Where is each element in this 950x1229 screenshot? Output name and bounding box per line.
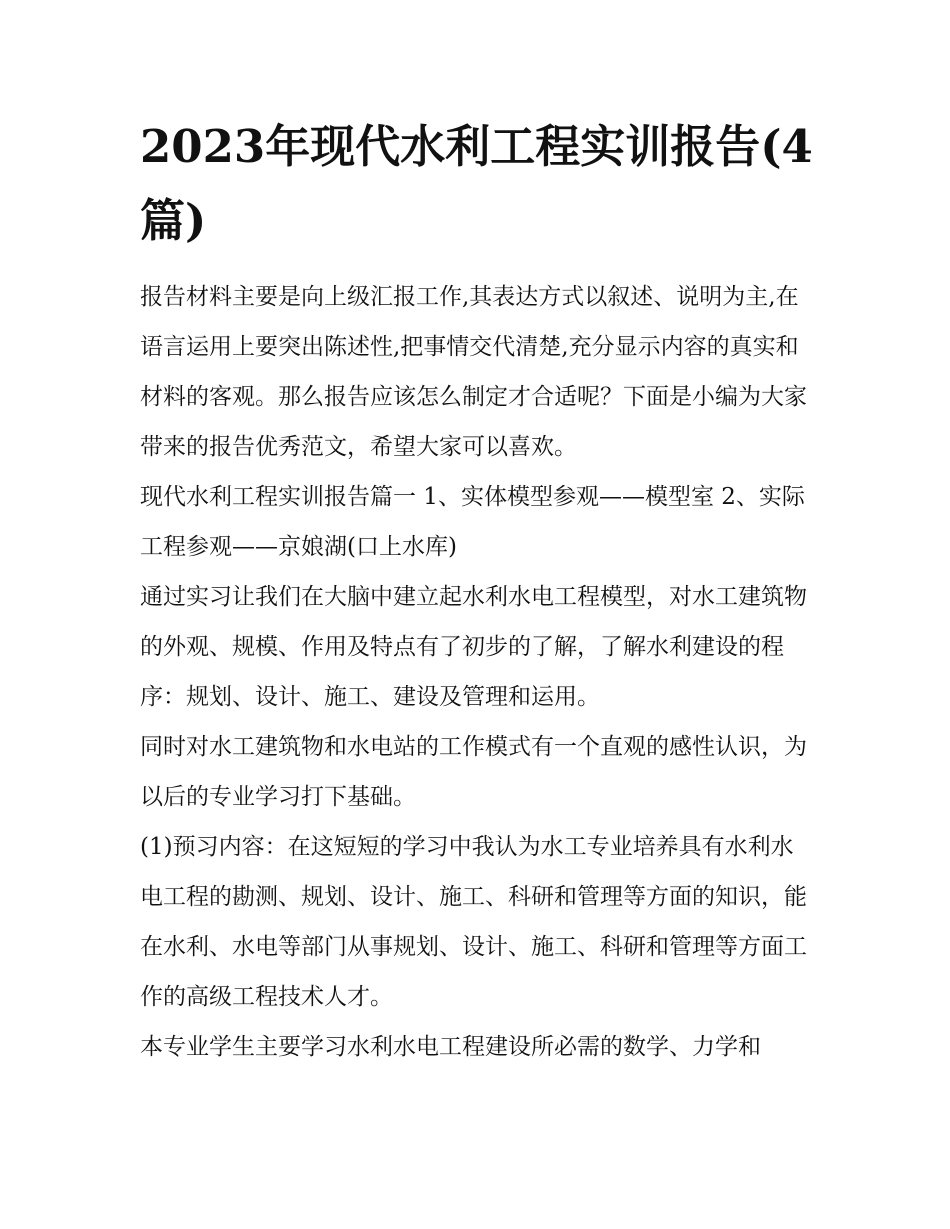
document-page xyxy=(140,110,816,1072)
paragraph-perception: 同时对水工建筑物和水电站的工作模式有一个直观的感性认识，为以后的专业学习打下基础。 xyxy=(140,734,807,810)
paragraph-intro: 报告材料主要是向上级汇报工作,其表达方式以叙述、说明为主,在语言运用上要突出陈述性,把事情交代清楚,充分显示内容的真实和材料的客观。那么报告应该怎么制定才合适呢？下面是小编为大家带来的报告优秀范文，希望大家可以喜欢。 xyxy=(140,284,807,460)
paragraph-purpose: 通过实习让我们在大脑中建立起水利水电工程模型，对水工建筑物的外观、规模、作用及特点有了初步的了解，了解水利建设的程序：规划、设计、施工、建设及管理和运用。 xyxy=(140,584,807,710)
paragraph-preview: (1)预习内容：在这短短的学习中我认为水工专业培养具有水利水电工程的勘测、规划、设计、施工、科研和管理等方面的知识，能在水利、水电等部门从事规划、设计、施工、科研和管理等方面工作的高级工程技术人才。 xyxy=(140,834,807,1010)
paragraph-section-one: 现代水利工程实训报告篇一 1、实体模型参观——模型室 2、实际工程参观——京娘湖(口上水库) xyxy=(140,484,805,560)
paragraph-curriculum: 本专业学生主要学习水利水电工程建设所必需的数学、力学和 xyxy=(140,1034,761,1060)
document-title: 2023年现代水利工程实训报告(4篇) xyxy=(140,120,813,247)
